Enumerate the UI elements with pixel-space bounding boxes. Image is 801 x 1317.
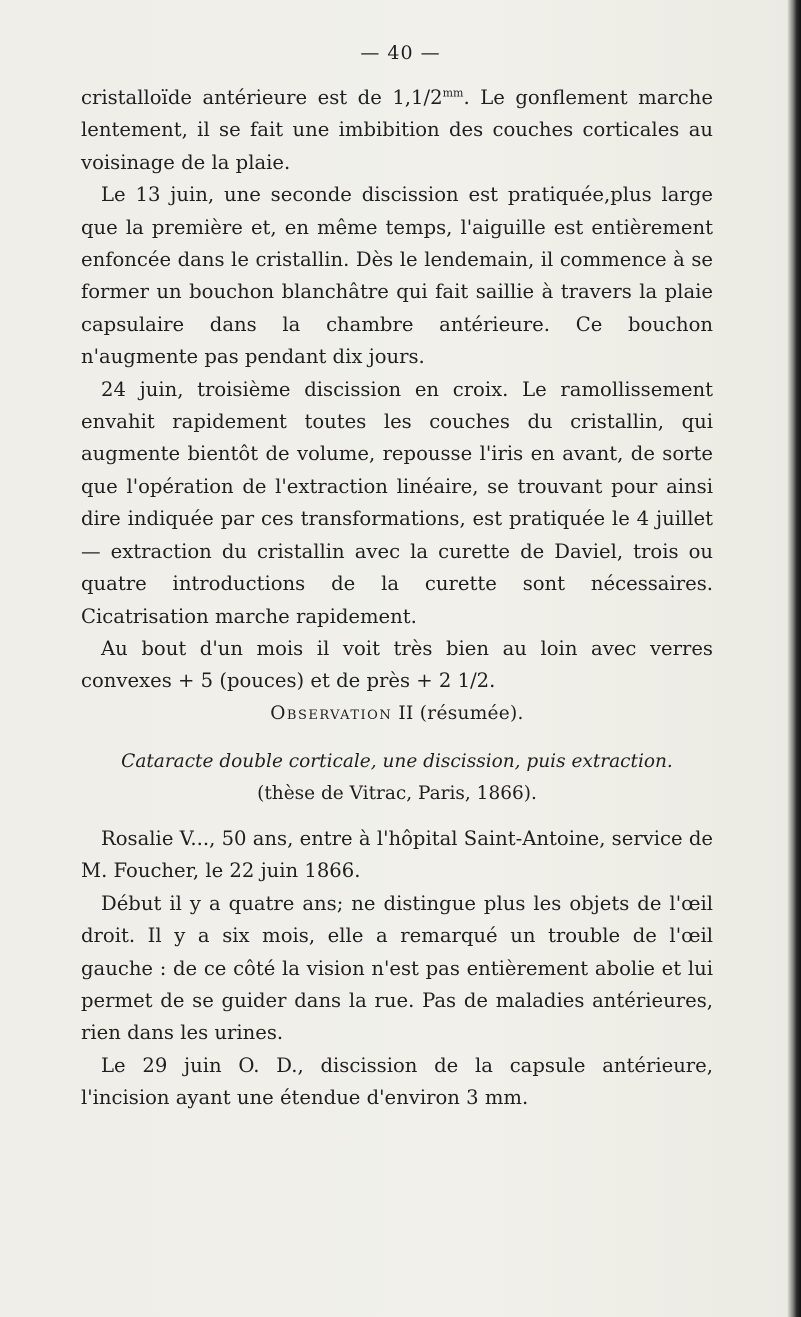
- observation-subtitle: [81, 746, 713, 810]
- unit-superscript: mm: [442, 86, 464, 100]
- paragraph-5: Rosalie V..., 50 ans, entre à l'hôpital Saint-Antoine, service de M. Foucher, le 22 juin 1866.: [81, 827, 713, 883]
- paragraph-1-end: . Le gonflement marche lentement, il se fait une imbibition des couches corticales au voisinage de la plaie.: [81, 86, 713, 174]
- page-edge-shadow: [787, 0, 801, 1317]
- observation-reference: (thèse de Vitrac, Paris, 1866).: [257, 783, 537, 804]
- paragraph-3: 24 juin, troisième discission en croix. Le ramollissement envahit rapidement toutes les couches du cristallin, qui augmente bientôt de volume, repousse l'iris en avant, de sorte que l'opération de l'extraction linéaire, se trouvant pour ainsi dire indiquée par ces transformations, est pratiquée le 4 juillet — extraction du cristallin avec la curette de Daviel, trois ou quatre introductions de la curette sont nécessaires. Cicatrisation marche rapidement.: [81, 377, 713, 628]
- paragraph-6: Début il y a quatre ans; ne distingue plus les objets de l'œil droit. Il y a six mois, elle a remarqué un trouble de l'œil gauche : de ce côté la vision n'est pas entièrement abolie et lui permet de se guider dans la rue. Pas de maladies antérieures, rien dans les urines.: [81, 891, 713, 1045]
- paragraph-1: [81, 82, 713, 179]
- paragraph-2: Le 13 juin, une seconde discission est pratiquée,plus large que la première et, en même temps, l'aiguille est entièrement enfoncée dans le cristallin. Dès le lendemain, il commence à se former un bouchon blanchâtre qui fait saillie à travers la plaie capsulaire dans la chambre antérieure. Ce bouchon n'augmente pas pendant dix jours.: [81, 183, 713, 369]
- observation-number: II (résumée).: [392, 703, 524, 724]
- body-text-bottom: [81, 823, 713, 1115]
- paragraph-4: Au bout d'un mois il voit très bien au loin avec verres convexes + 5 (pouces) et de près + 2 1/2.: [81, 636, 713, 693]
- paragraph-1-start: cristalloïde antérieure est de 1,1/2: [81, 86, 443, 109]
- paragraph-7: Le 29 juin O. D., discission de la capsule antérieure, l'incision ayant une étendue d'environ 3 mm.: [81, 1053, 713, 1110]
- observation-label: Observation: [270, 703, 393, 724]
- observation-heading: [81, 703, 713, 724]
- body-text-top: [81, 82, 713, 698]
- page-number: — 40 —: [360, 42, 441, 64]
- observation-case-title: Cataracte double corticale, une discission, puis extraction.: [121, 751, 673, 772]
